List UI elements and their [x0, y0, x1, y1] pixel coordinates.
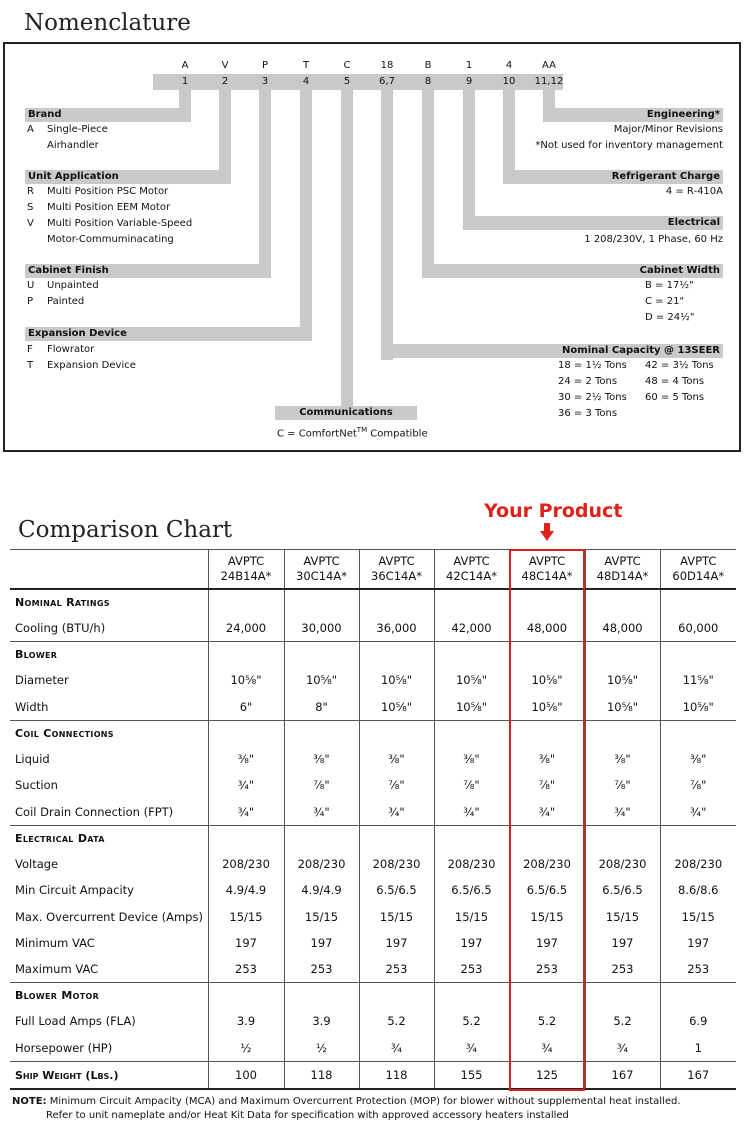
cell-drain-5: ¾"	[585, 798, 660, 825]
cell-hp-1: ½	[284, 1035, 359, 1062]
cell-mca-5: 6.5/6.5	[585, 877, 660, 903]
cell-suction-5: ⅞"	[585, 772, 660, 798]
cell-width-1: 8"	[284, 694, 359, 721]
cell-drain-3: ¾"	[434, 798, 509, 825]
capacity-30: 30 = 2½ Tons	[558, 392, 627, 403]
table-row	[10, 956, 736, 983]
brand-airhandler: Airhandler	[47, 140, 99, 151]
cell-hp-4: ¾	[509, 1035, 585, 1062]
expansion-key-f: F	[27, 344, 33, 355]
cell-mop-5: 15/15	[585, 903, 660, 929]
your-product-label: Your Product	[484, 500, 623, 522]
cell-minvac-5: 197	[585, 930, 660, 956]
section-coil-connections: Coil Connections	[15, 726, 114, 740]
table-row	[10, 1035, 736, 1062]
cell-minvac-4: 197	[509, 930, 585, 956]
capacity-42: 42 = 3½ Tons	[645, 360, 714, 371]
model-header	[359, 550, 434, 590]
cell-width-2: 10⅝"	[359, 694, 434, 721]
cell-diameter-1: 10⅝"	[284, 667, 359, 693]
cell-width-3: 10⅝"	[434, 694, 509, 721]
refrigerant-value: 4 = R-410A	[665, 186, 723, 197]
table-row	[10, 772, 736, 798]
cell-voltage-4: 208/230	[509, 851, 585, 877]
cell-maxvac-2: 253	[359, 956, 434, 983]
cell-weight-5: 167	[585, 1061, 660, 1089]
model-code: 48C14A*	[521, 569, 573, 583]
cell-mca-4: 6.5/6.5	[509, 877, 585, 903]
cell-mop-0: 15/15	[208, 903, 284, 929]
application-header: Unit Application	[25, 170, 231, 184]
row-label-liquid: Liquid	[15, 752, 50, 767]
arrow-down-icon	[540, 523, 554, 541]
model-header	[660, 550, 736, 590]
table-row	[10, 903, 736, 929]
width-d: D = 24½"	[645, 312, 695, 323]
cell-diameter-0: 10⅝"	[208, 667, 284, 693]
table-row	[10, 798, 736, 825]
app-key-v: V	[27, 218, 34, 229]
row-label-fla: Full Load Amps (FLA)	[15, 1014, 136, 1029]
cell-mop-1: 15/15	[284, 903, 359, 929]
finish-key-p: P	[27, 296, 34, 307]
cell-diameter-4: 10⅝"	[509, 667, 585, 693]
connector-finish	[259, 90, 271, 265]
brand-key-a: A	[27, 124, 34, 135]
model-code: 60D14A*	[672, 569, 725, 583]
connector-communications	[341, 90, 353, 408]
row-label-diameter: Diameter	[15, 673, 69, 688]
row-label-suction: Suction	[15, 778, 58, 793]
cell-width-5: 10⅝"	[585, 694, 660, 721]
cell-hp-0: ½	[208, 1035, 284, 1062]
pos-2: 2	[221, 76, 229, 87]
cell-suction-4: ⅞"	[509, 772, 585, 798]
electrical-header: Electrical	[463, 216, 723, 230]
cell-mca-0: 4.9/4.9	[208, 877, 284, 903]
table-row	[10, 1061, 736, 1089]
note-label: NOTE:	[12, 1096, 47, 1107]
model-series: AVPTC	[528, 554, 566, 568]
app-key-s: S	[27, 202, 34, 213]
table-row	[10, 930, 736, 956]
cell-voltage-3: 208/230	[434, 851, 509, 877]
app-key-r: R	[27, 186, 34, 197]
pos-11-12: 11,12	[534, 76, 564, 87]
cell-voltage-2: 208/230	[359, 851, 434, 877]
finish-unpainted: Unpainted	[47, 280, 99, 291]
connector-width	[422, 90, 434, 268]
cell-fla-3: 5.2	[434, 1008, 509, 1034]
cell-hp-6: 1	[660, 1035, 736, 1062]
cell-voltage-0: 208/230	[208, 851, 284, 877]
comms-tm: TM	[356, 426, 368, 434]
cell-fla-6: 6.9	[660, 1008, 736, 1034]
width-header: Cabinet Width	[422, 264, 723, 278]
cell-width-0: 6"	[208, 694, 284, 721]
code-2: V	[221, 60, 229, 71]
expansion-device: Expansion Device	[47, 360, 136, 371]
comparison-table	[10, 549, 736, 1090]
code-11-12: AA	[542, 60, 556, 71]
cell-voltage-5: 208/230	[585, 851, 660, 877]
cell-hp-5: ¾	[585, 1035, 660, 1062]
cell-mca-2: 6.5/6.5	[359, 877, 434, 903]
app-variable: Multi Position Variable-Speed	[47, 218, 193, 229]
capacity-36: 36 = 3 Tons	[558, 408, 618, 419]
width-b: B = 17½"	[645, 280, 694, 291]
cell-cooling-6: 60,000	[660, 615, 736, 642]
cell-liquid-4: ⅜"	[509, 746, 585, 772]
capacity-header: Nominal Capacity @ 13SEER	[381, 344, 723, 358]
cell-drain-0: ¾"	[208, 798, 284, 825]
note-line-2: Refer to unit nameplate and/or Heat Kit Data for specification with approved accessory heaters installed	[46, 1110, 569, 1121]
expansion-key-t: T	[27, 360, 34, 371]
engineering-note: *Not used for inventory management	[535, 140, 723, 151]
nomenclature-diagram	[3, 42, 741, 452]
code-6-7: 18	[380, 60, 394, 71]
cell-drain-2: ¾"	[359, 798, 434, 825]
cell-maxvac-3: 253	[434, 956, 509, 983]
finish-painted: Painted	[47, 296, 85, 307]
comparison-title: Comparison Chart	[18, 517, 233, 543]
table-row	[10, 877, 736, 903]
code-8: B	[424, 60, 432, 71]
cell-maxvac-5: 253	[585, 956, 660, 983]
cell-mop-3: 15/15	[434, 903, 509, 929]
nomenclature-title: Nomenclature	[24, 10, 191, 36]
cell-liquid-0: ⅜"	[208, 746, 284, 772]
code-1: A	[181, 60, 189, 71]
pos-10: 10	[502, 76, 516, 87]
row-label-mop: Max. Overcurrent Device (Amps)	[15, 909, 203, 924]
cell-maxvac-4: 253	[509, 956, 585, 983]
capacity-60: 60 = 5 Tons	[645, 392, 705, 403]
engineering-header: Engineering*	[543, 108, 723, 122]
cell-diameter-5: 10⅝"	[585, 667, 660, 693]
communications-header: Communications	[275, 406, 417, 420]
comms-text-b: Compatible	[367, 428, 428, 440]
brand-header: Brand	[25, 108, 191, 122]
code-3: P	[261, 60, 269, 71]
model-code: 48D14A*	[596, 569, 649, 583]
pos-6-7: 6,7	[379, 76, 395, 87]
capacity-18: 18 = 1½ Tons	[558, 360, 627, 371]
pos-8: 8	[424, 76, 432, 87]
table-row	[10, 851, 736, 877]
refrigerant-header: Refrigerant Charge	[503, 170, 723, 184]
cell-fla-4: 5.2	[509, 1008, 585, 1034]
cell-fla-2: 5.2	[359, 1008, 434, 1034]
finish-header: Cabinet Finish	[25, 264, 271, 278]
cell-liquid-5: ⅜"	[585, 746, 660, 772]
model-series: AVPTC	[453, 554, 490, 568]
section-nominal-ratings: Nominal Ratings	[15, 596, 110, 609]
code-9: 1	[465, 60, 473, 71]
communications-text	[277, 422, 428, 442]
row-label-maxvac: Maximum VAC	[10, 956, 208, 983]
row-label-width: Width	[10, 694, 208, 721]
cell-cooling-3: 42,000	[434, 615, 509, 642]
model-code: 42C14A*	[446, 569, 497, 583]
cell-drain-6: ¾"	[660, 798, 736, 825]
cell-liquid-6: ⅜"	[660, 746, 736, 772]
table-row	[10, 1008, 736, 1034]
cell-diameter-3: 10⅝"	[434, 667, 509, 693]
pos-9: 9	[465, 76, 473, 87]
row-label-cooling: Cooling (BTU/h)	[10, 615, 208, 642]
model-header	[208, 550, 284, 590]
model-series: AVPTC	[604, 554, 641, 568]
cell-liquid-2: ⅜"	[359, 746, 434, 772]
width-c: C = 21"	[645, 296, 685, 307]
cell-mop-6: 15/15	[660, 903, 736, 929]
expansion-header: Expansion Device	[25, 327, 312, 341]
app-psc: Multi Position PSC Motor	[47, 186, 169, 197]
model-series: AVPTC	[378, 554, 415, 568]
table-row	[10, 694, 736, 721]
model-series: AVPTC	[303, 554, 340, 568]
cell-voltage-1: 208/230	[284, 851, 359, 877]
cell-cooling-2: 36,000	[359, 615, 434, 642]
cell-width-4: 10⅝"	[509, 694, 585, 721]
model-code: 30C14A*	[296, 569, 347, 583]
pos-3: 3	[261, 76, 269, 87]
cell-weight-3: 155	[434, 1061, 509, 1089]
row-label-hp: Horsepower (HP)	[10, 1035, 208, 1062]
connector-refrigerant	[503, 90, 515, 172]
model-header	[434, 550, 509, 590]
cell-fla-1: 3.9	[284, 1008, 359, 1034]
cell-minvac-1: 197	[284, 930, 359, 956]
cell-mop-2: 15/15	[359, 903, 434, 929]
cell-suction-1: ⅞"	[284, 772, 359, 798]
finish-key-u: U	[27, 280, 35, 291]
row-label-minvac: Minimum VAC	[15, 935, 95, 950]
cell-weight-2: 118	[359, 1061, 434, 1089]
app-eem: Multi Position EEM Motor	[47, 202, 171, 213]
cell-voltage-6: 208/230	[660, 851, 736, 877]
cell-weight-1: 118	[284, 1061, 359, 1089]
cell-cooling-4: 48,000	[509, 615, 585, 642]
table-body	[10, 589, 736, 1089]
cell-liquid-3: ⅜"	[434, 746, 509, 772]
cell-cooling-1: 30,000	[284, 615, 359, 642]
cell-hp-3: ¾	[434, 1035, 509, 1062]
cell-suction-2: ⅞"	[359, 772, 434, 798]
section-electrical-data: Electrical Data	[15, 831, 105, 845]
table-row	[10, 615, 736, 642]
model-header	[585, 550, 660, 590]
cell-drain-4: ¾"	[509, 798, 585, 825]
header-empty	[10, 550, 208, 590]
section-blower-motor: Blower Motor	[15, 989, 100, 1003]
model-header	[284, 550, 359, 590]
cell-mca-3: 6.5/6.5	[434, 877, 509, 903]
connector-capacity	[381, 90, 393, 360]
cell-diameter-6: 11⅝"	[660, 667, 736, 693]
model-series: AVPTC	[680, 554, 717, 568]
cell-maxvac-0: 253	[208, 956, 284, 983]
row-label-voltage: Voltage	[15, 856, 59, 871]
cell-minvac-2: 197	[359, 930, 434, 956]
pos-1: 1	[181, 76, 189, 87]
cell-mop-4: 15/15	[509, 903, 585, 929]
connector-electrical	[463, 90, 475, 218]
cell-suction-6: ⅞"	[660, 772, 736, 798]
cell-mca-6: 8.6/8.6	[660, 877, 736, 903]
table-row	[10, 746, 736, 772]
connector-expansion	[300, 90, 312, 327]
capacity-24: 24 = 2 Tons	[558, 376, 618, 387]
brand-single-piece: Single-Piece	[47, 124, 108, 135]
cell-hp-2: ¾	[359, 1035, 434, 1062]
cell-minvac-6: 197	[660, 930, 736, 956]
model-code: 36C14A*	[371, 569, 422, 583]
cell-liquid-1: ⅜"	[284, 746, 359, 772]
connector-application	[219, 90, 231, 170]
code-4: T	[302, 60, 310, 71]
cell-drain-1: ¾"	[284, 798, 359, 825]
cell-minvac-3: 197	[434, 930, 509, 956]
engineering-revisions: Major/Minor Revisions	[613, 124, 723, 135]
row-label-mca: Min Circuit Ampacity	[15, 883, 134, 898]
cell-weight-4: 125	[509, 1061, 585, 1089]
cell-minvac-0: 197	[208, 930, 284, 956]
section-blower: Blower	[15, 648, 58, 662]
connector-engineering	[543, 90, 555, 108]
expansion-flowrator: Flowrator	[47, 344, 95, 355]
model-series: AVPTC	[227, 554, 265, 568]
model-header-selected	[509, 550, 585, 590]
code-10: 4	[505, 60, 513, 71]
comparison-table-wrap	[10, 549, 736, 1090]
capacity-48: 48 = 4 Tons	[645, 376, 705, 387]
cell-fla-5: 5.2	[585, 1008, 660, 1034]
note-line-1: Minimum Circuit Ampacity (MCA) and Maximum Overcurrent Protection (MOP) for blower without supplemental heat installed.	[46, 1096, 681, 1107]
cell-suction-3: ⅞"	[434, 772, 509, 798]
cell-cooling-5: 48,000	[585, 615, 660, 642]
model-code: 24B14A*	[220, 569, 272, 583]
pos-5: 5	[343, 76, 351, 87]
row-label-drain: Coil Drain Connection (FPT)	[10, 798, 208, 825]
footnote	[12, 1095, 738, 1123]
cell-diameter-2: 10⅝"	[359, 667, 434, 693]
row-label-weight: Ship Weight (Lbs.)	[10, 1061, 208, 1089]
cell-fla-0: 3.9	[208, 1008, 284, 1034]
cell-weight-6: 167	[660, 1061, 736, 1089]
cell-width-6: 10⅝"	[660, 694, 736, 721]
cell-cooling-0: 24,000	[208, 615, 284, 642]
pos-4: 4	[302, 76, 310, 87]
table-row	[10, 667, 736, 693]
cell-suction-0: ¾"	[208, 772, 284, 798]
comms-text-a: C = ComfortNet	[277, 428, 357, 440]
code-5: C	[343, 60, 351, 71]
cell-maxvac-1: 253	[284, 956, 359, 983]
electrical-value: 1 208/230V, 1 Phase, 60 Hz	[584, 234, 723, 245]
cell-maxvac-6: 253	[660, 956, 736, 983]
app-variable-2: Motor-Commuminacating	[47, 234, 174, 245]
cell-weight-0: 100	[208, 1061, 284, 1089]
header-row	[10, 550, 736, 590]
cell-mca-1: 4.9/4.9	[284, 877, 359, 903]
